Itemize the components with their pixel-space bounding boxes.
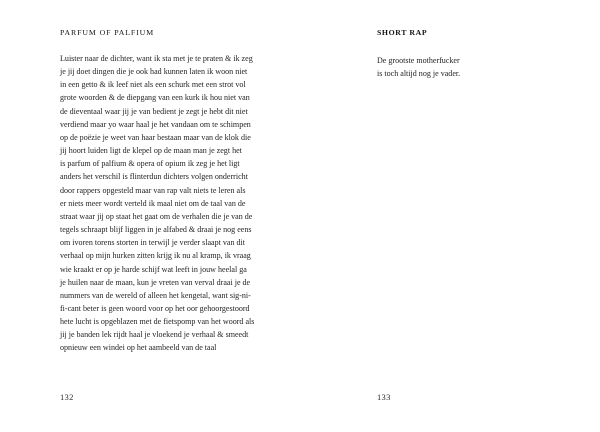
poem-line: anders het verschil is flinterdun dichters volgen onderricht [60, 172, 248, 182]
poem-line: op de poëzie je weet van haar bestaan maar van de klok die [60, 132, 251, 142]
page-number: 133 [377, 392, 391, 402]
poem-line: er niets meer wordt verteld ik maal niet om de taal van de [60, 198, 246, 208]
page-number: 132 [60, 392, 74, 402]
poem-line: hete lucht is opgeblazen met de fietspomp van het woord als [60, 317, 255, 327]
right-page [300, 0, 600, 432]
poem-line: verhaal op mijn hurken zitten krijg ik nu al kramp, ik vraag [60, 251, 251, 261]
poem-line: je huilen naar de maan, kun je vreten van verval draai je de [60, 277, 251, 287]
poem-line: tegels schraapt blijf liggen in je alfabed & draai je nog eens [60, 225, 252, 235]
poem-line: jij je banden lek rijdt haal je vloekend je verhaal & smeedt [60, 330, 249, 340]
poem-line: nummers van de wereld of alleen het kengetal, want sig-ni- [60, 290, 251, 300]
poem-line: om ivoren torens storten in terwijl je verder slaapt van dit [60, 238, 246, 248]
poem-line: de dieventaal waar jij je van bedient je zegt je hebt dit niet [60, 106, 248, 116]
poem-line: je jij doet dingen die je ook had kunnen laten ik woon niet [60, 67, 248, 77]
poem-line: jij hoort luiden ligt de klepel op de maan man je zegt het [60, 146, 242, 156]
poem-line: De grootste motherfucker [377, 56, 460, 65]
poem-line: straat waar jij op staat het gaat om de verhalen die je van de [60, 211, 253, 221]
poem-body [377, 54, 577, 80]
poem-line: wie kraakt er op je harde schijf wat leeft in jouw heelal ga [60, 264, 247, 274]
poem-title: SHORT RAP [377, 28, 428, 37]
poem-line: fi-cant beter is geen woord voor op het oor gehoorgestoord [60, 303, 250, 313]
poem-line: is parfum of palfium & opera of opium ik zeg je het ligt [60, 159, 240, 169]
poem-line: verdiend maar yo waar haal je het vandaan om te schimpen [60, 119, 251, 129]
poem-line: door rappers opgesteld maar van rap valt niets te leren als [60, 185, 246, 195]
poem-line: opnieuw een windei op het aambeeld van de taal [60, 343, 217, 353]
poem-line: in een getto & ik leef niet als een schurk met een strot vol [60, 80, 246, 90]
poem-line: Luister naar de dichter, want ik sta met je te praten & ik zeg [60, 54, 253, 63]
poem-line: is toch altijd nog je vader. [377, 69, 461, 79]
poem-body [60, 52, 280, 355]
poem-line: grote woorden & de diepgang van een kurk ik hou niet van [60, 93, 250, 103]
poem-title: PARFUM OF PALFIUM [60, 28, 155, 37]
